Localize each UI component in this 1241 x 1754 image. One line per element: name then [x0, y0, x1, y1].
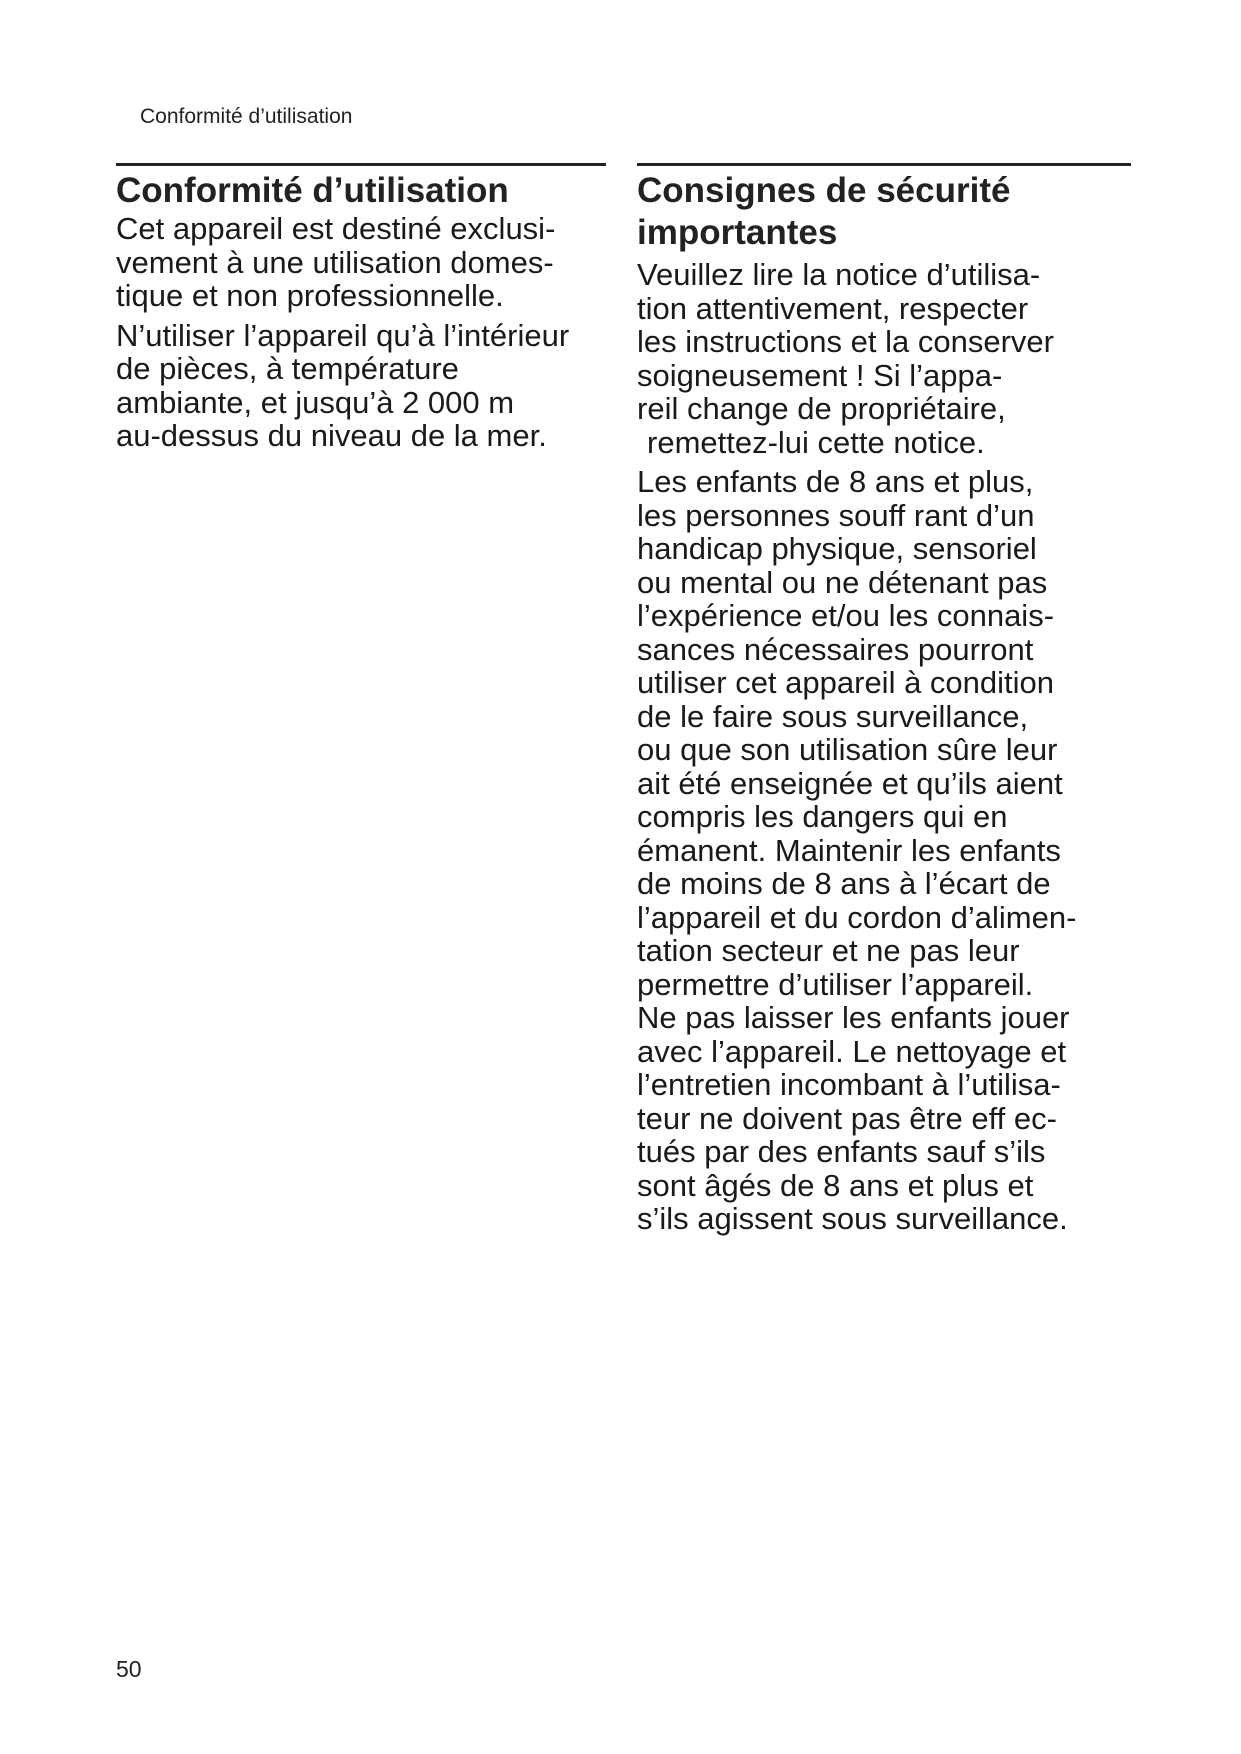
text-line: de le faire sous surveillance, [637, 698, 1029, 734]
text-line: ou que son utilisation sûre leur [637, 732, 1058, 767]
text-line: l’entretien incombant à l’utilisa- [637, 1067, 1061, 1102]
right-column-rule [637, 163, 1131, 166]
running-header: Conformité d’utilisation [140, 105, 353, 128]
text-line: compris les dangers qui en [637, 799, 1008, 834]
text-line: les instructions et la conserver [637, 324, 1054, 359]
text-line: tation secteur et ne pas leur [637, 933, 1020, 968]
text-line: ait été enseignée et qu’ils aient [637, 765, 1063, 801]
left-section-title: Conformité d’utilisation [116, 171, 509, 210]
text-line: vement à une utilisation domes- [116, 244, 554, 280]
text-line: reil change de propriétaire, [637, 391, 1006, 426]
text-line: de pièces, à température [116, 351, 459, 386]
text-line: l’appareil et du cordon d’alimen- [637, 899, 1077, 935]
left-paragraph-1 [116, 212, 636, 313]
text-line: au-dessus du niveau de la mer. [116, 418, 547, 453]
text-line: teur ne doivent pas être eff ec- [637, 1100, 1057, 1136]
page-number: 50 [116, 1656, 142, 1682]
text-line: Les enfants de 8 ans et plus, [637, 464, 1034, 499]
text-line: s’ils agissent sous surveillance. [637, 1201, 1068, 1236]
left-column-rule [116, 163, 606, 166]
text-line: utiliser cet appareil à condition [637, 665, 1055, 700]
text-line: tique et non professionnelle. [116, 278, 504, 313]
title-line: Consignes de sécurité [637, 171, 1011, 210]
text-line: émanent. Maintenir les enfants [637, 832, 1061, 868]
text-line: permettre d’utiliser l’appareil. [637, 966, 1034, 1002]
text-line: les personnes souff rant d’un [637, 497, 1035, 533]
left-paragraph-2 [116, 319, 636, 453]
title-line: importantes [637, 213, 838, 252]
left-column [116, 170, 636, 453]
text-line: tion attentivement, respecter [637, 290, 1029, 326]
text-line: de moins de 8 ans à l’écart de [637, 866, 1051, 901]
text-line: tués par des enfants sauf s’ils [637, 1134, 1046, 1169]
text-line: Veuillez lire la notice d’utilisa- [637, 257, 1041, 292]
text-line: l’expérience et/ou les connais- [637, 598, 1055, 633]
text-line: avec l’appareil. Le nettoyage et [637, 1033, 1067, 1069]
right-column [637, 170, 1137, 1236]
text-line: ou mental ou ne détenant pas [637, 564, 1048, 600]
right-paragraph-2 [637, 465, 1137, 1236]
text-line: sances nécessaires pourront [637, 631, 1034, 667]
text-line: N’utiliser l’appareil qu’à l’intérieur [116, 317, 570, 353]
right-section-title [637, 170, 1137, 254]
text-line: Cet appareil est destiné exclusi- [116, 211, 556, 246]
text-line: ambiante, et jusqu’à 2 000 m [116, 384, 515, 420]
text-line: Ne pas laisser les enfants jouer [637, 1000, 1070, 1035]
text-line: soigneusement ! Si l’appa- [637, 357, 1003, 393]
text-line: handicap physique, sensoriel [637, 531, 1037, 566]
text-line: sont âgés de 8 ans et plus et [637, 1167, 1034, 1203]
text-line: remettez-lui cette notice. [647, 424, 985, 460]
right-paragraph-1 [637, 258, 1137, 459]
